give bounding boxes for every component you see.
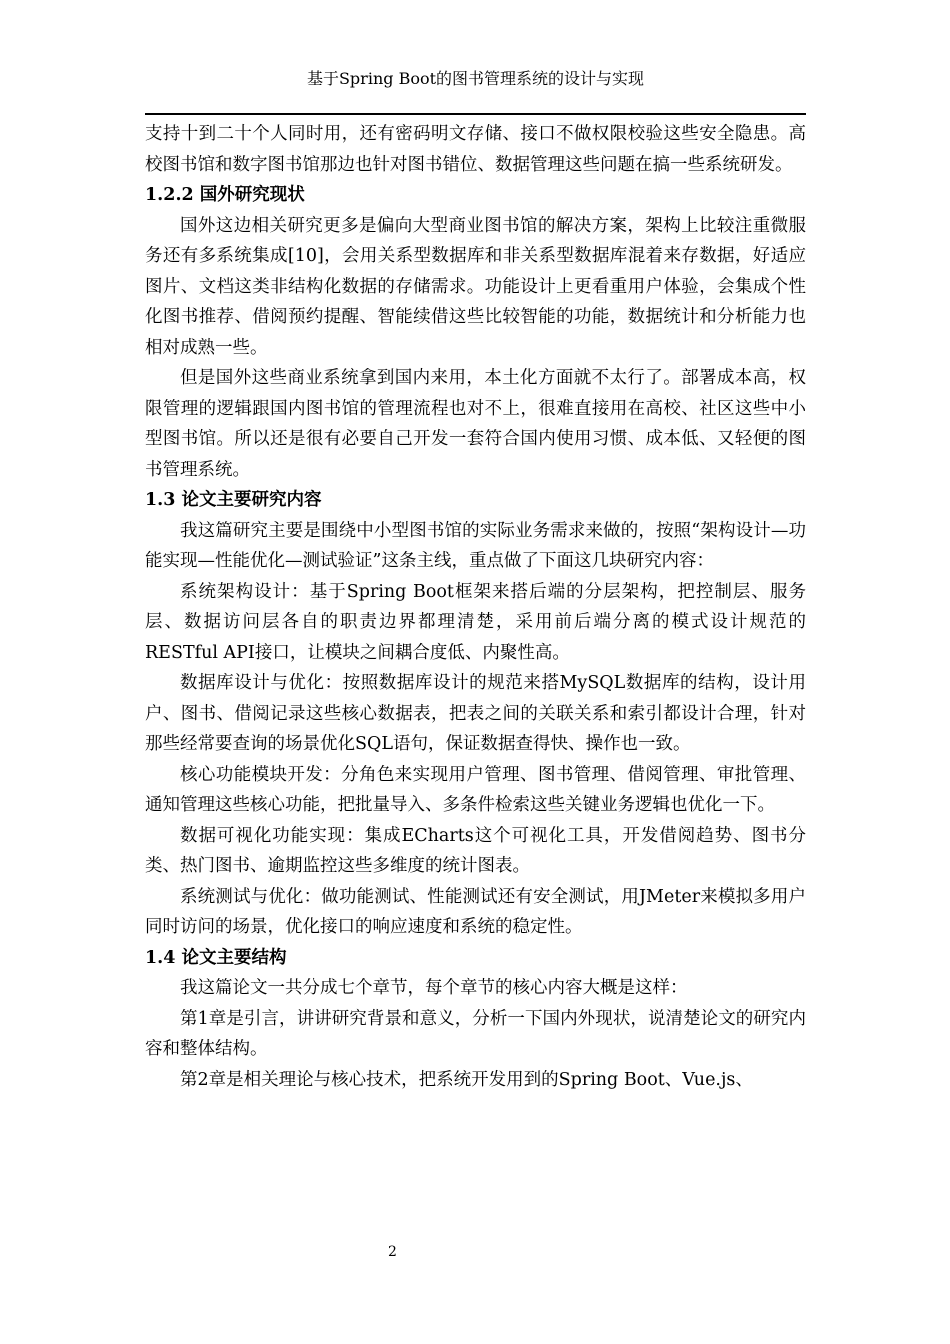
paragraph-continued: 支持十到二十个人同时用，还有密码明文存储、接口不做权限校验这些安全隐患。高校图书馆和数字图书馆那边也针对图书错位、数据管理这些问题在搞一些系统研发。 (145, 124, 806, 175)
header-divider (145, 113, 806, 115)
paragraph: 第1章是引言，讲讲研究背景和意义，分析一下国内外现状，说清楚论文的研究内容和整体结构。 (145, 1008, 806, 1059)
paragraph: 系统架构设计：基于Spring Boot框架来搭后端的分层架构，把控制层、服务层、数据访问层各自的职责边界都理清楚，采用前后端分离的模式设计规范的RESTful API接口，让模块之间耦合度低、内聚性高。 (145, 581, 806, 663)
page-body (145, 119, 806, 1095)
paragraph: 但是国外这些商业系统拿到国内来用，本土化方面就不太行了。部署成本高，权限管理的逻辑跟国内图书馆的管理流程也对不上，很难直接用在高校、社区这些中小型图书馆。所以还是很有必要自己开发一套符合国内使用习惯、成本低、又轻便的图书管理系统。 (145, 368, 806, 480)
section-heading-1-4: 1.4 论文主要结构 (145, 947, 287, 968)
section-heading-1-3: 1.3 论文主要研究内容 (145, 490, 322, 510)
paragraph: 我这篇研究主要是围绕中小型图书馆的实际业务需求来做的，按照“架构设计—功能实现—性能优化—测试验证”这条主线，重点做了下面这几块研究内容： (145, 520, 806, 571)
paragraph: 数据库设计与优化：按照数据库设计的规范来搭MySQL数据库的结构，设计用户、图书、借阅记录这些核心数据表，把表之间的关联关系和索引都设计合理，针对那些经常要查询的场景优化SQL语句，保证数据查得快、操作也一致。 (145, 673, 806, 754)
paragraph: 数据可视化功能实现：集成ECharts这个可视化工具，开发借阅趋势、图书分类、热门图书、逾期监控这些多维度的统计图表。 (145, 825, 806, 876)
running-header: 基于Spring Boot的图书管理系统的设计与实现 (306, 69, 645, 88)
section-heading-1-2-2: 1.2.2 国外研究现状 (145, 185, 305, 205)
paragraph: 核心功能模块开发：分角色来实现用户管理、图书管理、借阅管理、审批管理、通知管理这些核心功能，把批量导入、多条件检索这些关键业务逻辑也优化一下。 (145, 764, 806, 815)
paragraph: 我这篇论文一共分成七个章节，每个章节的核心内容大概是这样： (180, 978, 688, 998)
paragraph: 国外这边相关研究更多是偏向大型商业图书馆的解决方案，架构上比较注重微服务还有多系统集成[10]，会用关系型数据库和非关系型数据库混着来存数据，好适应图片、文档这类非结构化数据的存储需求。功能设计上更看重用户体验，会集成个性化图书推荐、借阅预约提醒、智能续借这些比较智能的功能，数据统计和分析能力也相对成熟一些。 (145, 215, 806, 358)
paragraph: 系统测试与优化：做功能测试、性能测试还有安全测试，用JMeter来模拟多用户同时访问的场景，优化接口的响应速度和系统的稳定性。 (145, 886, 806, 937)
paragraph: 第2章是相关理论与核心技术，把系统开发用到的Spring Boot、Vue.js、 (180, 1069, 753, 1090)
page-number: 2 (388, 1244, 397, 1260)
